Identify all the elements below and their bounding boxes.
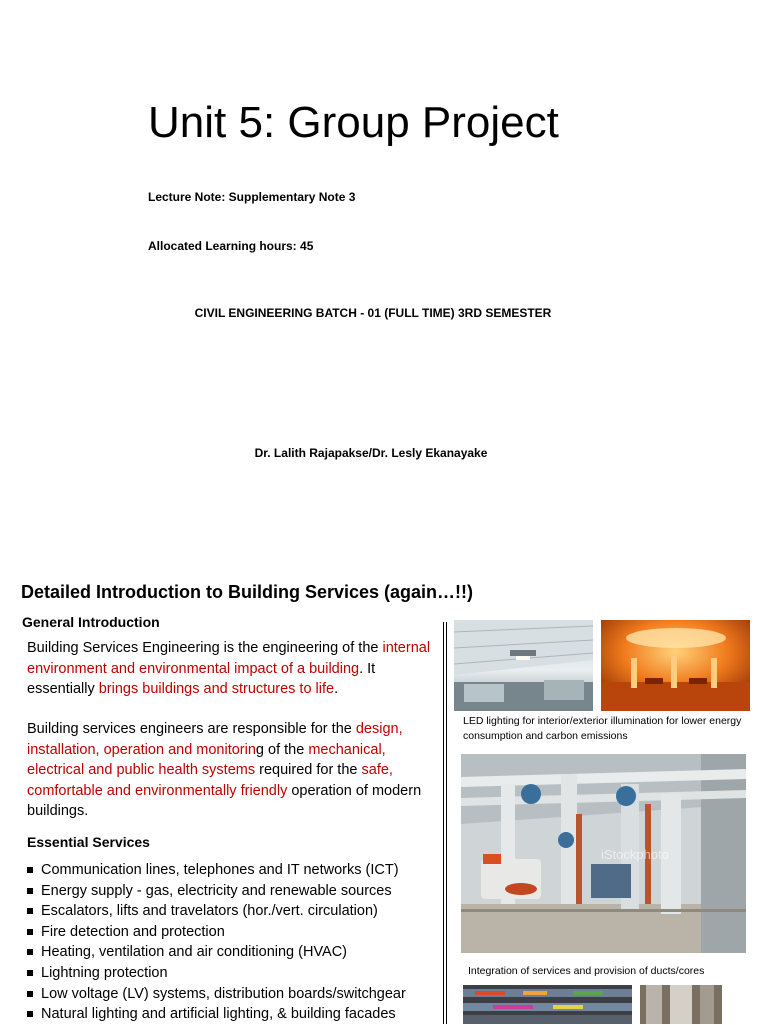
batch-line: CIVIL ENGINEERING BATCH - 01 (FULL TIME) 3RD SEMESTER	[194, 306, 552, 320]
cable-tray-photo	[463, 985, 632, 1024]
p2-text-g: operation of modern buildings.	[27, 782, 422, 819]
lecture-note: Lecture Note: Supplementary Note 3	[148, 190, 356, 204]
p2-highlight-b: design, installation, operation and monitorin	[27, 721, 403, 758]
list-item: Escalators, lifts and travelators (hor./vert. circulation)	[27, 901, 406, 922]
essential-services-list	[27, 860, 406, 1025]
watermark-text: iStockphoto	[601, 847, 669, 862]
list-item: Lightning protection	[27, 963, 406, 984]
authors: Dr. Lalith Rajapakse/Dr. Lesly Ekanayake	[254, 446, 488, 460]
p2-text-c: g of the	[255, 741, 309, 758]
p2-text-a: Building services engineers are responsible for the	[27, 721, 356, 737]
p2-highlight-f: safe, comfortable and environmentally friendly	[27, 762, 393, 799]
plant-room-illustration	[461, 754, 746, 953]
list-item: Energy supply - gas, electricity and renewable sources	[27, 881, 406, 902]
list-item: Natural lighting and artificial lighting, & building facades	[27, 1004, 406, 1025]
p2-highlight-d: mechanical, electrical and public health systems	[27, 741, 386, 778]
p1-highlight-b: internal environment and environmental impact of a building	[27, 640, 431, 677]
led-ceiling-photo	[454, 620, 593, 711]
cable-tray-illustration	[463, 985, 632, 1024]
p1-text-a: Building Services Engineering is the engineering of the	[27, 640, 383, 656]
plant-room-photo	[461, 754, 746, 953]
p1-highlight-d: brings buildings and structures to life	[98, 681, 335, 697]
column-divider	[443, 622, 447, 1024]
duct-shaft-illustration	[640, 985, 722, 1024]
orange-lobby-photo	[601, 620, 750, 711]
duct-shaft-photo	[640, 985, 722, 1024]
orange-lobby-illustration	[601, 620, 750, 711]
list-item: Fire detection and protection	[27, 922, 406, 943]
intro-slide	[0, 560, 768, 1024]
general-introduction-heading: General Introduction	[22, 614, 160, 630]
intro-paragraph-1	[27, 638, 437, 700]
intro-slide-title: Detailed Introduction to Building Services (again…!!)	[21, 582, 474, 602]
list-item: Heating, ventilation and air conditioning (HVAC)	[27, 942, 406, 963]
list-item: Communication lines, telephones and IT networks (ICT)	[27, 860, 406, 881]
lighting-caption: LED lighting for interior/exterior illumination for lower energy consumption and carbon emissions	[463, 715, 742, 742]
learning-hours: Allocated Learning hours: 45	[148, 239, 314, 253]
p1-text-e: .	[334, 681, 339, 697]
led-ceiling-illustration	[454, 620, 593, 711]
p2-text-e: required for the	[255, 762, 362, 778]
slide-title: Unit 5: Group Project	[148, 98, 559, 147]
list-item: Low voltage (LV) systems, distribution boards/switchgear	[27, 984, 406, 1005]
services-caption: Integration of services and provision of ducts/cores	[468, 965, 705, 977]
essential-services-heading: Essential Services	[27, 834, 150, 850]
p1-text-c: . It essentially	[27, 660, 376, 697]
intro-paragraph-2	[27, 719, 437, 822]
